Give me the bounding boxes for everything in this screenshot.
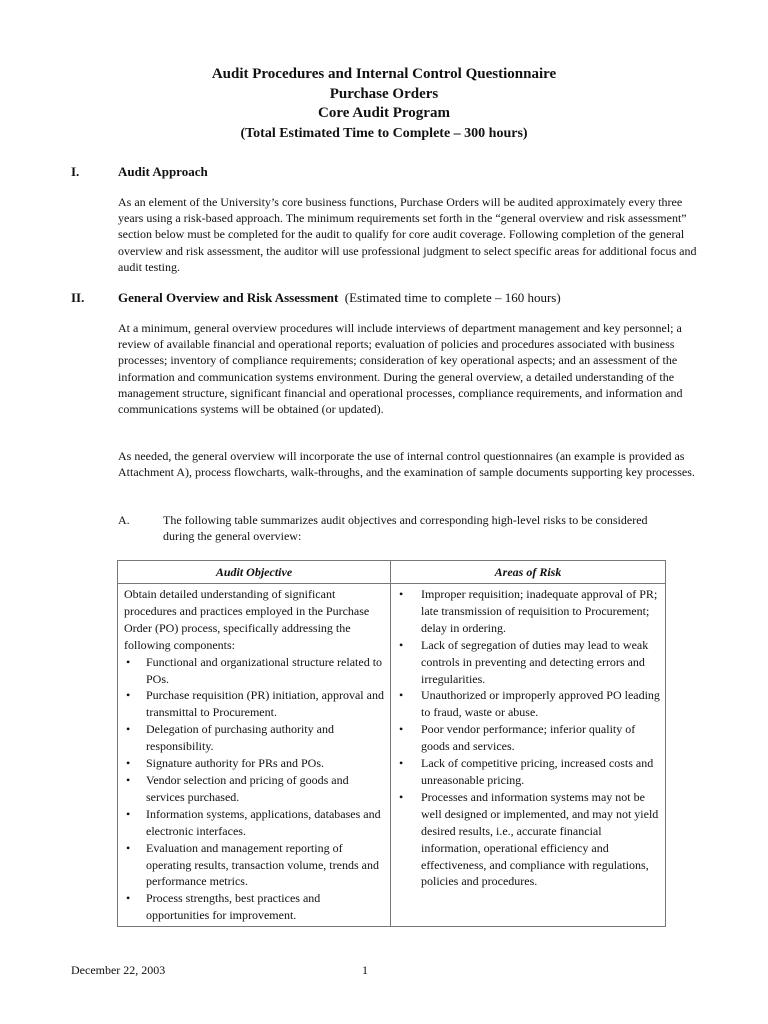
objective-item: • Information systems, applications, databases and electronic interfaces. xyxy=(124,806,386,840)
objective-list xyxy=(124,654,386,925)
section-2-title: General Overview and Risk Assessment xyxy=(118,290,339,305)
document-title: Audit Procedures and Internal Control Questionnaire xyxy=(211,66,557,82)
section-1-paragraph: As an element of the University’s core business functions, Purchase Orders will be audited approximately every three years using a risk-based approach. The minimum requirements set forth in the “general overview and risk assessment” section below must be completed for the audit to qualify for core audit coverage. Following completion of the general overview and risk assessment, the auditor will use professional judgment to select specific areas for additional focus and audit testing. xyxy=(118,195,697,274)
document-subtitle: Purchase Orders xyxy=(329,85,439,102)
title-block xyxy=(0,65,768,143)
objective-item: • Signature authority for PRs and POs. xyxy=(124,755,386,772)
footer-page-number: 1 xyxy=(362,963,368,977)
risk-item: • Processes and information systems may not be well designed or implemented, and may not yield desired results, i.e., accurate financial information, operational efficiency and effectiveness, and compliance with regulations, policies and procedures. xyxy=(397,789,661,890)
header-areas-of-risk: Areas of Risk xyxy=(391,561,666,584)
risk-item: • Lack of segregation of duties may lead to weak controls in preventing and detecting errors and irregularities. xyxy=(397,637,661,688)
section-2-paragraph-1: At a minimum, general overview procedures will include interviews of department management and key personnel; a review of available financial and operational reports; evaluation of policies and procedures associated with business processes; inventory of compliance requirements; consideration of key operational aspects; and an assessment of the information and communication systems environment. During the general overview, a detailed understanding of the management structure, significant financial and operational processes, compliance requirements, and information and communications systems will be obtained (or updated). xyxy=(118,321,683,417)
sub-item-a-text: The following table summarizes audit objectives and corresponding high-level risks to be considered during the general overview: xyxy=(163,513,648,544)
section-2-time-note: (Estimated time to complete – 160 hours) xyxy=(344,290,561,305)
footer-date: December 22, 2003 xyxy=(71,963,166,977)
objective-cell xyxy=(118,584,391,927)
header-audit-objective: Audit Objective xyxy=(118,561,391,584)
section-2-paragraph-2: As needed, the general overview will incorporate the use of internal control questionnaires (an example is provided as Attachment A), process flowcharts, walk-throughs, and the examination of sample documents supporting key processes. xyxy=(118,449,695,480)
risk-list xyxy=(397,586,661,890)
section-2-numeral: II. xyxy=(71,290,85,305)
risk-item: • Poor vendor performance; inferior quality of goods and services. xyxy=(397,721,661,755)
risk-item: • Improper requisition; inadequate approval of PR; late transmission of requisition to Procurement; delay in ordering. xyxy=(397,586,661,637)
objective-item: • Vendor selection and pricing of goods and services purchased. xyxy=(124,772,386,806)
table-header-row xyxy=(118,561,666,584)
objective-item: • Process strengths, best practices and opportunities for improvement. xyxy=(124,890,386,924)
objective-item: • Functional and organizational structure related to POs. xyxy=(124,654,386,688)
estimated-time: (Total Estimated Time to Complete – 300 hours) xyxy=(240,125,528,141)
risk-item: • Unauthorized or improperly approved PO leading to fraud, waste or abuse. xyxy=(397,687,661,721)
section-1-title: Audit Approach xyxy=(118,164,208,179)
objective-intro: Obtain detailed understanding of significant procedures and practices employed in the Purchase Order (PO) process, specifically addressing the following components: xyxy=(124,587,370,652)
risk-cell xyxy=(391,584,666,927)
objective-item: • Evaluation and management reporting of operating results, transaction volume, trends and performance metrics. xyxy=(124,840,386,891)
audit-objectives-table xyxy=(117,560,666,927)
section-1-numeral: I. xyxy=(71,164,80,179)
sub-item-a-letter: A. xyxy=(118,513,130,527)
program-name: Core Audit Program xyxy=(318,105,450,121)
risk-item: • Lack of competitive pricing, increased costs and unreasonable pricing. xyxy=(397,755,661,789)
objective-item: • Purchase requisition (PR) initiation, approval and transmittal to Procurement. xyxy=(124,687,386,721)
table-row xyxy=(118,584,666,927)
objective-item: • Delegation of purchasing authority and responsibility. xyxy=(124,721,386,755)
